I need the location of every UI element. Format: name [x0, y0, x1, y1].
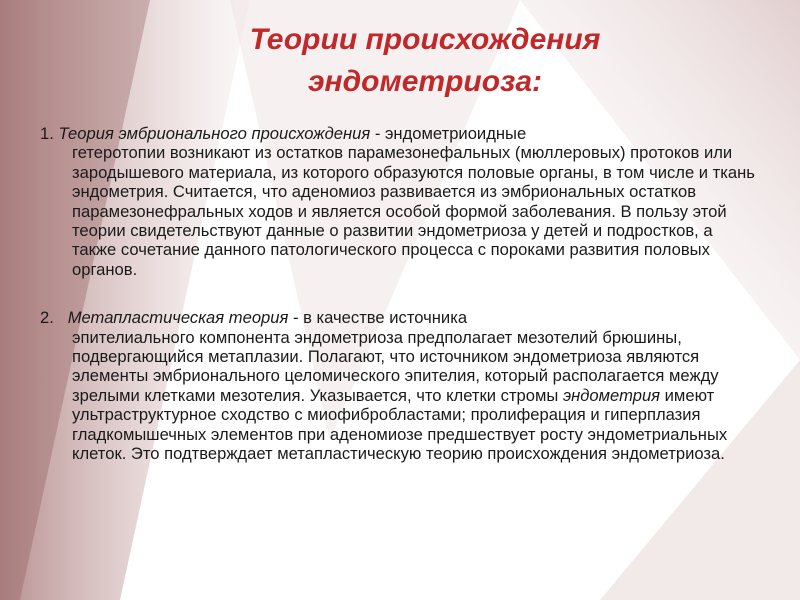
theory-2-term: Метапластическая теория — [67, 308, 289, 328]
theory-1-first-line — [40, 124, 760, 143]
theory-2-lead: - в качестве источника — [288, 308, 468, 328]
theory-2-first-line — [40, 308, 760, 327]
theory-2-italic-term: эндометрия — [562, 385, 661, 405]
slide-title-line-2: эндометриоза: — [307, 65, 543, 98]
theory-1-text: гетеротопии возникают из остатков парамезонефальных (мюллеровых) протоков или зародышевого материала, из которого образуются половые органы, в том числе и ткань эндометрия. Считается, что аденомиоз развивается из эмбриональных остатков парамезонефральных ходов и является особой формой заболевания. В пользу этой теории свидетельствуют данные о развитии эндометриоза у детей и подростков, а также сочетание данного патологического процесса с пороками развития половых органов. — [72, 143, 755, 279]
theory-2-paragraph — [40, 308, 760, 463]
theory-1-term: Теория эмбрионального происхождения — [58, 124, 371, 143]
theory-1-lead: - эндометриоидные — [370, 124, 527, 143]
theory-2-text — [40, 328, 760, 464]
theory-1-paragraph — [40, 124, 760, 279]
theory-2-text-b: имеют ультраструктурное сходство с миофибробластами; пролиферация и гиперплазия гладкомышечных элементов при аденомиозе предшествует росту эндометриальных клеток. Это подтверждает метапластическую теорию происхождения эндометриоза. — [72, 385, 728, 464]
slide-title-line-1: Теории происхождения — [249, 23, 601, 56]
theory-2-text-a: эпителиального компонента эндометриоза предполагает мезотелий брюшины, подвергающийся метаплазии. Полагают, что источником эндометриоза являются элементы эмбрионального целомического эпителия, который располагается между зрелыми клетками мезотелия. Указывается, что клетки стромы — [72, 327, 719, 405]
theory-2-number: 2. — [40, 308, 54, 328]
slide-body — [40, 124, 760, 464]
theory-1-number: 1. — [40, 124, 54, 143]
